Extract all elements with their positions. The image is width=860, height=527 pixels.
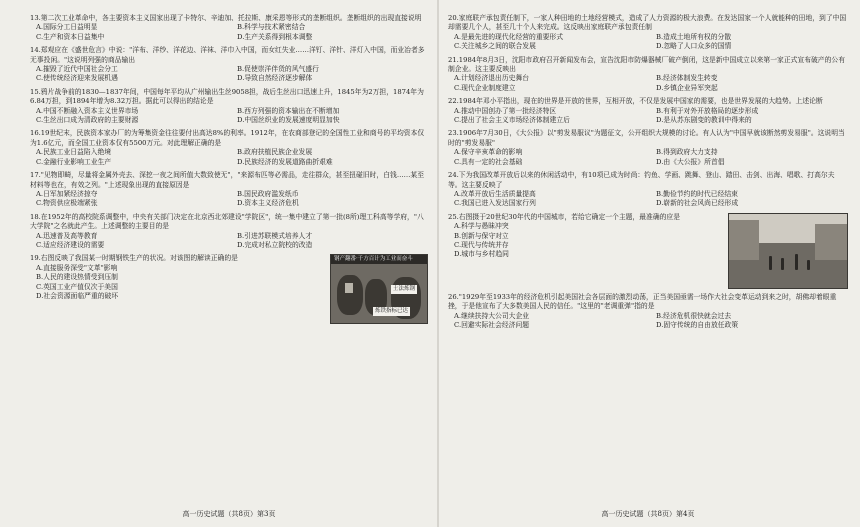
- question-options: [30, 23, 428, 42]
- option: D.中国丝织业的发展速度明显加快: [237, 116, 340, 125]
- option: A.摧毁了近代中国社会分工: [36, 65, 118, 74]
- option: D.固守传统的自由放任政策: [656, 320, 739, 329]
- question-block: [30, 213, 428, 251]
- question-options: [448, 222, 722, 260]
- question-19: [30, 254, 428, 324]
- option: B.得到政府大力支持: [656, 148, 718, 157]
- option: D.导致自然经济逐步解体: [237, 74, 313, 83]
- question-options: [448, 107, 848, 126]
- option: A.日军加紧经济掠夺: [36, 189, 98, 198]
- question-stem: 25.右图摄于20世纪30年代的中国城市，若给它确定一个主题，最准确的应是: [448, 212, 681, 221]
- question-25: [448, 213, 848, 289]
- question-stem: 16.19世纪末，民族资本家办厂的为筹集资金往往要付出高达8%的利率。1912年，在农商部登记的全国性工业和商号的平均资本仅为1.6亿元，而全国工业资本仅有5500万元。对此理解正确的是: [30, 129, 425, 147]
- option: D.城市与乡村趋同: [454, 250, 509, 259]
- option: B.经济体制发生转变: [656, 74, 718, 83]
- option: D.民族经济的发展道路曲折艰难: [237, 157, 333, 166]
- option: B.人民的建设热情受到压制: [36, 273, 118, 282]
- option: B.促使崇洋伴货的风气盛行: [237, 65, 319, 74]
- option: B.引进苏联模式培养人才: [237, 231, 313, 240]
- option: B.有利于对外开放格局的逐步形成: [656, 106, 759, 115]
- right-page: [448, 14, 848, 519]
- option: C.物资供应极端紧张: [36, 199, 98, 208]
- option: B.西方列强的资本输出在不断增加: [237, 106, 340, 115]
- question-options: [30, 148, 428, 167]
- question-stem: 24.下为我国改革开放后以来的休闲活动中，有10项已成为时尚：钓鱼、学画、跳舞、登山、踏田、击剑、出海、唱歌、打高尔夫等。这主要反映了: [448, 171, 835, 189]
- question-options: [30, 190, 428, 209]
- option: A.迅速普及高等教育: [36, 231, 98, 240]
- page-fold: [437, 0, 439, 527]
- left-page: [30, 14, 428, 519]
- question-block: [30, 88, 428, 126]
- option: B.政府扶植民族企业发展: [237, 148, 313, 157]
- question-stem: 21.1984年8月3日，沈阳市政府召开新闻发布会，宣告沈阳市防爆器械厂破产倒闭，这是新中国成立以来第一家正式宣布破产的公有制企业。这主要反映出: [448, 55, 845, 74]
- option: C.生丝出口成为清政府的主要财源: [36, 116, 139, 125]
- option: D.乡镇企业异军突起: [656, 83, 718, 92]
- option: C.具有一定的社会基础: [454, 157, 523, 166]
- question-stem: 20.家庭联产承包责任制下，一家人种田地的土地经营模式，造成了人力资源的极大浪费。在发达国家一个人就能种的田地，到了中国却需要几个人，甚至几十个人来完成。这反映出家庭联产承包责任制: [448, 14, 847, 32]
- option: C.关注城乡之间的联合发展: [454, 42, 536, 51]
- right-question-list: [448, 14, 848, 209]
- option: D.崭新的社会风尚已经形成: [656, 199, 739, 208]
- option: A.民族工业日益陷入绝境: [36, 148, 112, 157]
- option: B.造成土地所有权的分散: [656, 32, 732, 41]
- question-options: [30, 65, 428, 84]
- question-options: [30, 264, 324, 302]
- photo-label: 土法炼钢: [393, 286, 416, 293]
- city-street-photo: [728, 213, 848, 289]
- question-stem: 17."见物即畸，尽量将金属外壳去、深挖一夜之间所值大数致使无"，"来源布匹等必需品，走往群众，甚至扭碰旧时，白钱……某至材料等也在，有效之列。"上述现象出现的直接原因是: [30, 171, 425, 189]
- option: D.忽略了人口众多的国情: [656, 42, 732, 51]
- option: D.完成对私立院校的改造: [237, 240, 313, 249]
- photo-label: 炼铁指标已达: [375, 308, 409, 315]
- question-stem: 22.1984年邓小平指出，现在的世界是开放的世界，互相开放，不仅是发展中国家的需要，也是世界发展的大趋势。上述论断: [448, 97, 823, 106]
- question-options: [448, 74, 848, 93]
- option: B.科学与技术紧密结合: [237, 23, 306, 32]
- question-stem: 23.1906年7月30日，《大公报》以"剪发易服议"为题征文，公开组织大规模的讨论。有人认为"中国早就该断然剪发易服"。这说明当时的"剪发易服": [448, 129, 845, 147]
- question-block: [448, 129, 848, 167]
- question-block: [30, 171, 428, 209]
- option: C.使传统经济迎来发展机遇: [36, 74, 118, 83]
- option: C.生产和资本日益集中: [36, 32, 105, 41]
- option: B.经济危机很快就会过去: [656, 311, 732, 320]
- option: C.我国已进入发达国家行列: [454, 199, 536, 208]
- question-stem: 26."1929年至1933年的经济危机引起美国社会各层面的激烈动荡，正当美国亟需一场作大社会变革运动到来之时，胡佛却着眼重挫，于是他宣布了大多数美国人民的信任。"这里的"老调重弹"指的是: [448, 292, 837, 311]
- option: A.是最先进的现代化经营的重要形式: [454, 32, 564, 41]
- question-options: [448, 312, 848, 331]
- option: A.保守辛亥革命的影响: [454, 148, 523, 157]
- photo-caption: 钢产翻番·千方百计为工业而奋斗: [331, 255, 427, 264]
- option: C.现代与传统并存: [454, 240, 509, 249]
- left-question-list: [30, 14, 428, 250]
- option: A.直接服务深受"文革"影响: [36, 263, 118, 272]
- page-footer: 高一历史试题（共8页）第4页: [601, 510, 695, 518]
- option: A.计划经济退出历史舞台: [454, 74, 530, 83]
- option: A.国际分工日益明显: [36, 23, 98, 32]
- option: D.是从苏东剧变的教训中得来的: [656, 116, 752, 125]
- option: B.勤俭节约的时代已经结束: [656, 189, 738, 198]
- question-block: [30, 129, 428, 167]
- option: D.生产关系得到根本调整: [237, 32, 313, 41]
- option: C.英国工业产值仅次于美国: [36, 282, 118, 291]
- question-block: [448, 171, 848, 209]
- option: A.改革开放后生活质量提高: [454, 189, 536, 198]
- option: A.继续扶持大公司大企业: [454, 311, 530, 320]
- question-block: [448, 56, 848, 94]
- question-block: [30, 46, 428, 84]
- question-stem: 15.鸦片战争前的1830—1837年间，中国每年平均从广州输出生丝9058担，战后生丝出口迅速上升，1845年为2万担，1874年为6.84万担，到1894年增为8.32万担。据此可以得出的结论是: [30, 87, 424, 106]
- question-options: [30, 107, 428, 126]
- question-options: [30, 232, 428, 251]
- question-options: [448, 33, 848, 52]
- option: A.科学与愚昧冲突: [454, 222, 509, 231]
- question-stem: 14.郑观应在《盛世危言》中说："洋布、洋纱、洋花边、洋袜、洋巾入中国，而女红失业……洋钉、洋针、洋灯入中国，而业冶者多无事投闲。"这说明列强的商品输出: [30, 46, 425, 64]
- option: C.现代企业制度建立: [454, 83, 516, 92]
- option: D.社会资源面临严重的破坏: [36, 291, 119, 300]
- question-block: [30, 14, 428, 42]
- question-stem: 18.在1952年的高校院系调整中，中央有关部门决定在北京西北郊建设"学院区"，统一集中建立了第一批(8所)理工科高等学府，"八大学院"之名就此产生。上述调整的主要目的是: [30, 212, 424, 231]
- option: B.创新与保守对立: [454, 231, 509, 240]
- question-stem: 13.第二次工业革命中，各主要资本主义国家出现了卡特尔、辛迪加、托拉斯、康采恩等形式的垄断组织。垄断组织的出现直接说明: [30, 14, 422, 22]
- option: A.中国不断融入资本主义世界市场: [36, 106, 139, 115]
- question-26: [448, 293, 848, 331]
- steelmaking-photo: [330, 254, 428, 324]
- question-stem: 19.右图反映了我国某一时期钢铁生产的状况。对该图的解读正确的是: [30, 254, 238, 263]
- option: A.推动中国创办了第一批经济特区: [454, 106, 557, 115]
- option: C.适应经济建设的需要: [36, 240, 105, 249]
- question-block: [448, 14, 848, 52]
- option: D.资本主义经济危机: [237, 199, 299, 208]
- page-footer: 高一历史试题（共8页）第3页: [182, 510, 276, 518]
- option: D.由《大公报》所首倡: [656, 157, 725, 166]
- option: C.回避实际社会经济问题: [454, 320, 530, 329]
- option: B.国民政府滥发纸币: [237, 189, 299, 198]
- option: C.提出了社会主义市场经济体制建立后: [454, 116, 570, 125]
- question-options: [448, 190, 848, 209]
- question-options: [448, 148, 848, 167]
- question-block: [448, 97, 848, 125]
- option: C.金融行业影响工业生产: [36, 157, 112, 166]
